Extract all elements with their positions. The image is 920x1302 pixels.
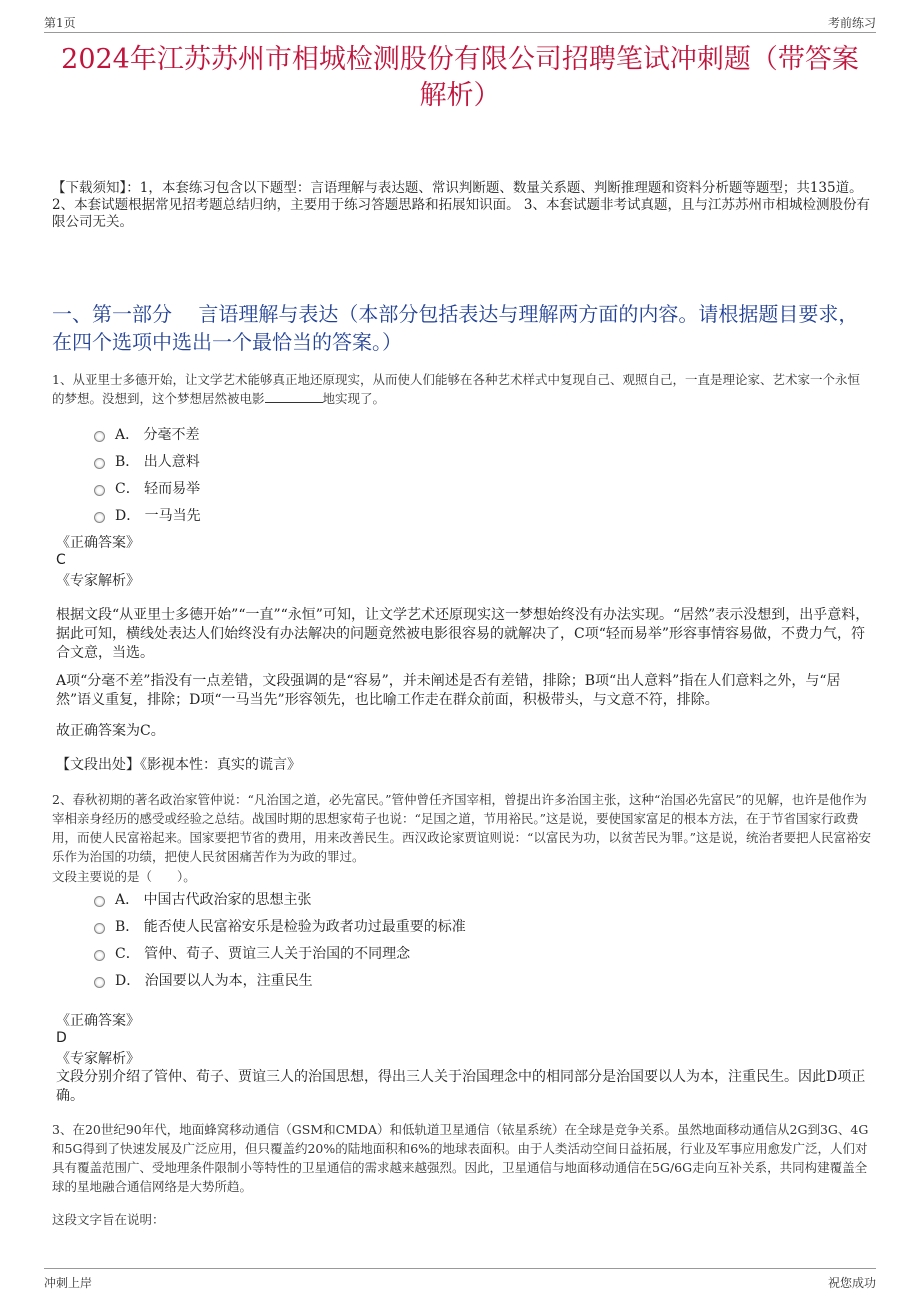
question-2-options <box>94 885 466 993</box>
question-1-stem: 1、从亚里士多德开始，让文学艺术能够真正地还原现实，从而使人们能够在各种艺术样式中复现自己、观照自己，一直是理论家、艺术家一个永恒的梦想。没想到，这个梦想居然被电影 地实现了。 <box>52 372 860 406</box>
page-footer <box>44 1268 876 1293</box>
radio-icon[interactable] <box>94 485 105 496</box>
question-1-options <box>94 420 201 528</box>
expert-analysis-label: 《专家解析》 <box>56 1051 140 1067</box>
radio-icon[interactable] <box>94 458 105 469</box>
question-2-prompt: 文段主要说的是（ ）。 <box>52 869 196 884</box>
conclusion: 故正确答案为C。 <box>56 723 165 739</box>
question-3-stem: 3、在20世纪90年代，地面蜂窝移动通信（GSM和CMDA）和低轨道卫星通信（铱星系统）在全球是竞争关系。虽然地面移动通信从2G到3G、4G和5G得到了快速发展及广泛应用，但只覆盖约20%的陆地面积和6%的地球表面积。由于人类活动空间日益拓展，行业及军事应用愈发广泛，人们对具有覆盖范围广、受地理条件限制小等特性的卫星通信的需求越来越强烈。因此，卫星通信与地面移动通信在5G/6G走向互补关系，共同构建覆盖全球的星地融合通信网络是大势所趋。 <box>52 1122 869 1194</box>
question-2-stem: 2、春秋初期的著名政治家管仲说：“凡治国之道，必先富民。”管仲曾任齐国宰相，曾提出许多治国主张，这种“治国必先富民”的见解，也许是他作为宰相亲身经历的感受或经验之总结。战国时期的思想家荀子也说：“足国之道，节用裕民。”这是说，要使国家富足的根本方法，在于节省国家行政费用，而使人民富裕起来。国家要把节省的费用，用来改善民生。西汉政论家贾谊则说：“以富民为功，以贫苦民为罪。”这是说，统治者要把人民富裕安乐作为治国的功绩，把使人民贫困痛苦作为为政的罪过。 <box>52 792 872 864</box>
option-c[interactable]: C． 管仲、荀子、贾谊三人关于治国的不同理念 <box>94 939 466 966</box>
footer-right: 祝您成功 <box>827 1276 876 1290</box>
blank-line <box>265 390 323 403</box>
option-c[interactable]: C． 轻而易举 <box>94 474 201 501</box>
radio-icon[interactable] <box>94 950 105 961</box>
download-notice: 【下载须知】：1，本套练习包含以下题型：言语理解与表达题、常识判断题、数量关系题、判断推理题和资料分析题等题型；共135道。 2、本套试题根据常见招考题总结归纳，主要用于练习答题思路和拓展知识面。 3、本套试题非考试真题，且与江苏苏州市相城检测股份有限公司无关。 <box>52 180 870 230</box>
expert-analysis-label: 《专家解析》 <box>56 573 140 589</box>
option-d[interactable]: D． 治国要以人为本，注重民生 <box>94 966 466 993</box>
question-3-prompt: 这段文字旨在说明： <box>52 1212 165 1227</box>
analysis-paragraph: 文段分别介绍了管仲、荀子、贾谊三人的治国思想，得出三人关于治国理念中的相同部分是治国要以人为本，注重民生。因此D项正确。 <box>56 1069 866 1104</box>
analysis-paragraph: A项“分毫不差”指没有一点差错，文段强调的是“容易”，并未阐述是否有差错，排除；B项“出人意料”指在人们意料之外，与“居然”语义重复，排除；D项“一马当先”形容领先，也比喻工作走在群众前面，积极带头，与文意不符，排除。 <box>56 673 841 708</box>
radio-icon[interactable] <box>94 977 105 988</box>
correct-answer-label: 《正确答案》 <box>56 1013 140 1029</box>
option-d[interactable]: D． 一马当先 <box>94 501 201 528</box>
page-header <box>44 12 876 33</box>
analysis-paragraph: 根据文段“从亚里士多德开始”“一直”“永恒”可知，让文学艺术还原现实这一梦想始终没有办法实现。“居然”表示没想到，出乎意料，据此可知，横线处表达人们始终没有办法解决的问题竟然被电影很容易的就解决了，C项“轻而易举”形容事情容易做，不费力气，符合文意，当选。 <box>56 607 870 661</box>
radio-icon[interactable] <box>94 896 105 907</box>
page-number: 第1页 <box>44 16 76 30</box>
correct-answer: C <box>56 552 66 568</box>
correct-answer-label: 《正确答案》 <box>56 535 140 551</box>
correct-answer: D <box>56 1030 67 1046</box>
footer-left: 冲刺上岸 <box>44 1276 93 1290</box>
source-citation: 【文段出处】《影视本性：真实的谎言》 <box>56 757 301 773</box>
option-b[interactable]: B． 能否使人民富裕安乐是检验为政者功过最重要的标准 <box>94 912 466 939</box>
option-a[interactable]: A． 分毫不差 <box>94 420 201 447</box>
document-title: 2024年江苏苏州市相城检测股份有限公司招聘笔试冲刺题（带答案解析） <box>61 44 859 111</box>
option-b[interactable]: B． 出人意料 <box>94 447 201 474</box>
option-a[interactable]: A． 中国古代政治家的思想主张 <box>94 885 466 912</box>
radio-icon[interactable] <box>94 431 105 442</box>
header-label: 考前练习 <box>827 16 876 30</box>
radio-icon[interactable] <box>94 923 105 934</box>
radio-icon[interactable] <box>94 512 105 523</box>
section-title: 一、第一部分 言语理解与表达（本部分包括表达与理解两方面的内容。请根据题目要求，在四个选项中选出一个最恰当的答案。） <box>52 302 859 354</box>
